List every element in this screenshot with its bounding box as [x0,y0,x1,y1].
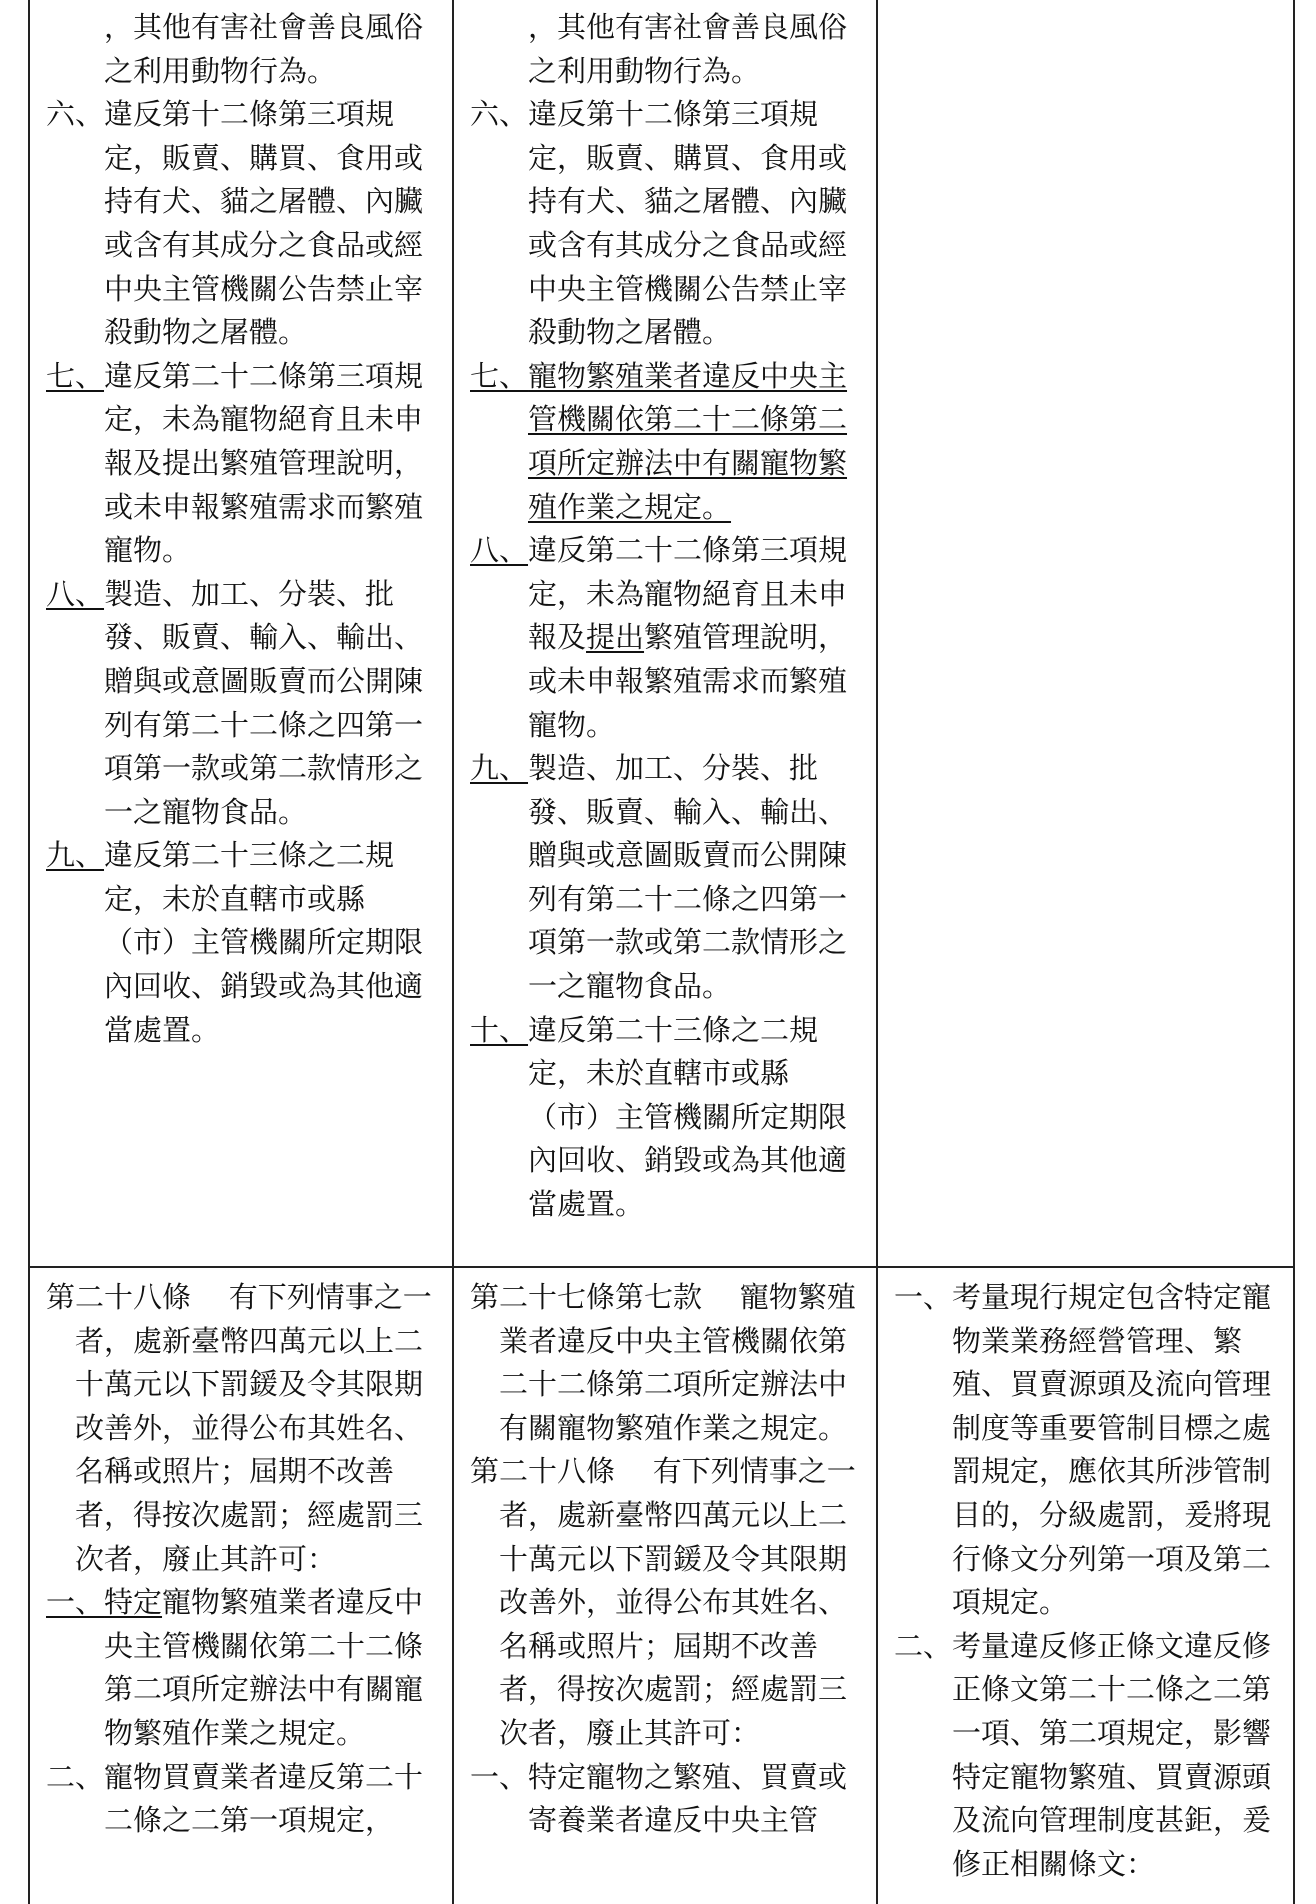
list-item: 七、違反第二十二條第三項規定，未為寵物絕育且未申報及提出繁殖管理說明，或未申報繁殖需求而繁殖寵物。 [46,358,424,568]
article-paragraph: 第二十八條 有下列情事之一者，處新臺幣四萬元以上二十萬元以下罰鍰及令其限期改善外，並得公布其姓名、名稱或照片；屆期不改善者，得按次處罰；經處罰三次者，廢止其許可： [46,1280,432,1576]
current-text-cell [453,0,877,1267]
list-item: 六、違反第十二條第三項規定，販賣、購買、食用或持有犬、貓之屠體、內臟或含有其成分之食品或經中央主管機關公告禁止宰殺動物之屠體。 [46,97,424,350]
continued-clause: ，其他有害社會善良風俗之利用動物行為。 [104,10,424,88]
list-item: 八、製造、加工、分裝、批發、販賣、輸入、輸出、贈與或意圖販賣而公開陳列有第二十二條之四第一項第一款或第二款情形之一之寵物食品。 [46,576,424,829]
list-item: 一、特定寵物之繁殖、買賣或寄養業者違反中央主管 [470,1759,848,1838]
list-item: 九、製造、加工、分裝、批發、販賣、輸入、輸出、贈與或意圖販賣而公開陳列有第二十二條之四第一項第一款或第二款情形之一之寵物食品。 [470,751,848,1004]
list-item: 二、考量違反修正條文違反修正條文第二十二條之二第一項、第二項規定，影響特定寵物繁殖、買賣源頭及流向管理制度甚鉅，爰修正相關條文： [894,1628,1272,1881]
explanation-cell [877,0,1294,1267]
table-row [29,1267,1294,1904]
article-paragraph: 第二十八條 有下列情事之一者，處新臺幣四萬元以上二十萬元以下罰鍰及令其限期改善外，並得公布其姓名、名稱或照片；屆期不改善者，得按次處罰；經處罰三次者，廢止其許可： [470,1454,856,1750]
list-item: 六、違反第十二條第三項規定，販賣、購買、食用或持有犬、貓之屠體、內臟或含有其成分之食品或經中央主管機關公告禁止宰殺動物之屠體。 [470,97,848,350]
list-item: 二、寵物買賣業者違反第二十二條之二第一項規定， [46,1759,424,1838]
list-item: 七、寵物繁殖業者違反中央主管機關依第二十二條第二項所定辦法中有關寵物繁殖作業之規定。 [470,358,848,524]
list-item: 一、特定寵物繁殖業者違反中央主管機關依第二十二條第二項所定辦法中有關寵物繁殖作業之規定。 [46,1585,424,1750]
amended-text-cell [29,0,453,1267]
explanation-cell [877,1267,1294,1904]
list-item: 九、違反第二十三條之二規定，未於直轄市或縣（市）主管機關所定期限內回收、銷毀或為其他適當處置。 [46,838,424,1047]
comparison-table [28,0,1295,1904]
list-item: 一、考量現行規定包含特定寵物業業務經營管理、繁殖、買賣源頭及流向管理制度等重要管制目標之處罰規定，應依其所涉管制目的，分級處罰，爰將現行條文分列第一項及第二項規定。 [894,1280,1272,1620]
table-row [29,0,1294,1267]
list-item: 十、違反第二十三條之二規定，未於直轄市或縣（市）主管機關所定期限內回收、銷毀或為其他適當處置。 [470,1012,848,1222]
continued-clause: ，其他有害社會善良風俗之利用動物行為。 [528,10,848,88]
amended-text-cell [29,1267,453,1904]
article-paragraph: 第二十七條第七款 寵物繁殖業者違反中央主管機關依第二十二條第二項所定辦法中有關寵物繁殖作業之規定。 [470,1280,856,1445]
list-item: 八、違反第二十二條第三項規定，未為寵物絕育且未申報及提出繁殖管理說明，或未申報繁殖需求而繁殖寵物。 [470,533,848,742]
current-text-cell [453,1267,877,1904]
